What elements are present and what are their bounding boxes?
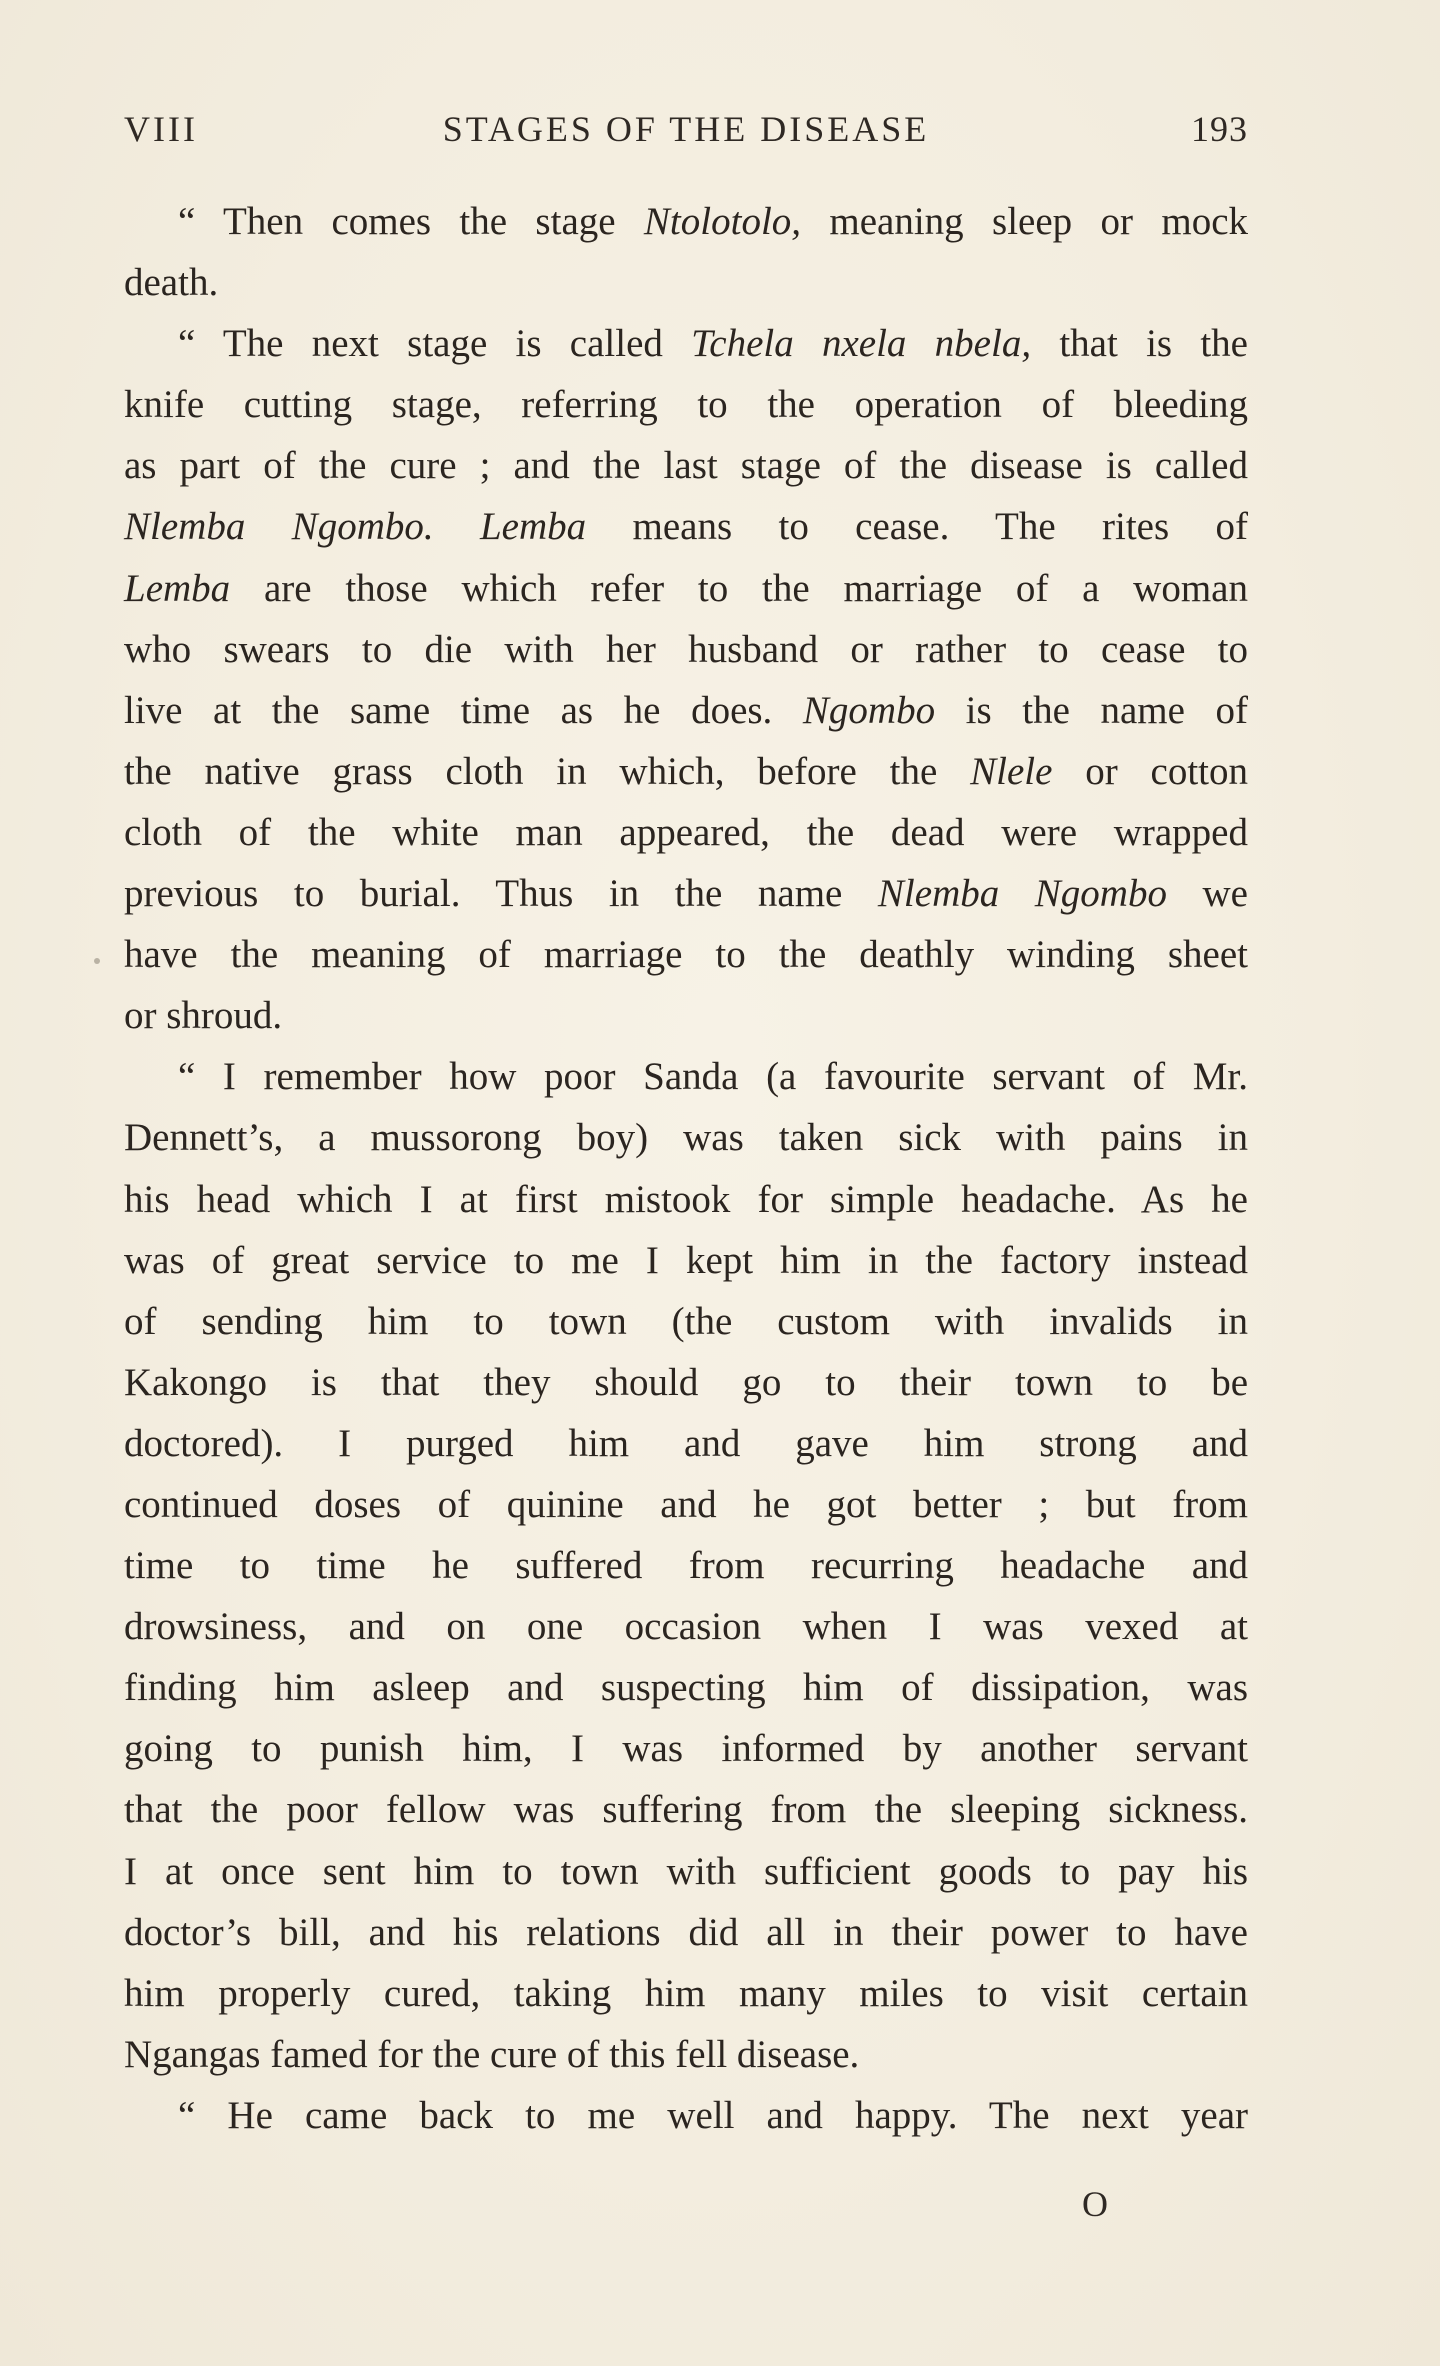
text-line (124, 1230, 1248, 1291)
text-line (124, 802, 1248, 863)
text-run: him properly cured, taking him many miles to visit certain (124, 1971, 1248, 2015)
text-line (124, 1841, 1248, 1902)
italic-term: Nlele (970, 749, 1053, 793)
text-run: or shroud. (124, 994, 283, 1038)
text-run: means to cease. The rites of (586, 505, 1248, 549)
text-run: that is the (1031, 322, 1248, 366)
italic-term: Nlemba Ngombo (877, 872, 1167, 916)
text-line (124, 313, 1248, 374)
text-line (124, 863, 1248, 924)
text-run: or cotton (1052, 749, 1248, 793)
italic-term: Lemba (479, 505, 587, 549)
text-run: finding him asleep and suspecting him of dissipation, was (124, 1666, 1248, 1710)
text-run: time to time he suffered from recurring headache and (124, 1544, 1248, 1588)
running-title: STAGES OF THE DISEASE (442, 109, 930, 149)
text-run: going to punish him, I was informed by another servant (124, 1727, 1248, 1771)
text-line (124, 2085, 1248, 2146)
text-run: previous to burial. Thus in the name (124, 872, 878, 916)
signature-mark: O (1082, 2184, 1108, 2224)
text-line (124, 435, 1248, 496)
text-line (124, 985, 1248, 1046)
text-line (124, 619, 1248, 680)
text-run: drowsiness, and on one occasion when I was vexed at (124, 1605, 1248, 1649)
text-run: meaning sleep or mock (801, 200, 1248, 243)
text-run: his head which I at first mistook for simple headache. As he (124, 1177, 1248, 1221)
text-run: live at the same time as he does. (124, 688, 803, 732)
italic-term: Ngombo (802, 688, 936, 732)
text-run: was of great service to me I kept him in the factory instead (124, 1238, 1248, 1282)
text-run: of sending him to town (the custom with invalids in (124, 1299, 1248, 1343)
text-line (124, 1535, 1248, 1596)
text-run (434, 505, 480, 548)
text-run: as part of the cure ; and the last stage of the disease is called (124, 444, 1248, 488)
text-line (124, 1657, 1248, 1718)
italic-term: Lemba (124, 566, 231, 610)
text-line (124, 191, 1248, 252)
text-run: “ He came back to me well and happy. The next year (178, 2093, 1248, 2137)
text-line (124, 924, 1248, 985)
text-run: we (1166, 872, 1248, 916)
text-run: doctor’s bill, and his relations did all in their power to have (124, 1910, 1248, 1954)
text-run: “ Then comes the stage (178, 200, 644, 243)
text-line (124, 680, 1248, 741)
text-line (124, 374, 1248, 435)
text-run: cloth of the white man appeared, the dead were wrapped (124, 810, 1248, 854)
text-run: continued doses of quinine and he got better ; but from (124, 1482, 1248, 1526)
italic-term: Ntolotolo, (643, 200, 802, 243)
text-line (124, 1902, 1248, 1963)
text-run: “ I remember how poor Sanda (a favourite servant of Mr. (178, 1055, 1248, 1099)
text-run: are those which refer to the marriage of a woman (230, 566, 1248, 610)
text-run: doctored). I purged him and gave him strong and (124, 1421, 1248, 1465)
text-line (124, 1963, 1248, 2024)
text-run: Kakongo is that they should go to their town to be (124, 1360, 1248, 1404)
text-line (124, 1107, 1248, 1168)
text-run: the native grass cloth in which, before the (124, 749, 971, 793)
text-line (124, 1779, 1248, 1840)
text-line (124, 1718, 1248, 1779)
text-line (124, 1413, 1248, 1474)
italic-term: Tchela nxela nbela, (691, 322, 1032, 366)
text-run: Dennett’s, a mussorong boy) was taken sick with pains in (124, 1116, 1248, 1160)
text-line (124, 741, 1248, 802)
text-line (124, 1474, 1248, 1535)
text-run: knife cutting stage, referring to the operation of bleeding (124, 383, 1248, 427)
text-run: is the name of (935, 688, 1248, 732)
text-run: have the meaning of marriage to the deathly winding sheet (124, 933, 1248, 977)
running-head (124, 108, 1248, 160)
text-line (124, 1169, 1248, 1230)
text-line (124, 1046, 1248, 1107)
body-text (124, 191, 1248, 2146)
text-line (124, 252, 1248, 313)
page-number: 193 (1191, 109, 1248, 149)
text-run: who swears to die with her husband or rather to cease to (124, 627, 1248, 671)
text-run: that the poor fellow was suffering from the sleeping sickness. (124, 1788, 1248, 1832)
text-line (124, 1291, 1248, 1352)
text-line (124, 2024, 1248, 2085)
margin-mark (94, 958, 100, 964)
text-line (124, 1352, 1248, 1413)
text-run: Ngangas famed for the cure of this fell disease. (124, 2032, 860, 2076)
text-run: “ The next stage is called (178, 322, 692, 366)
text-run: death. (124, 261, 219, 305)
text-run: I at once sent him to town with sufficient goods to pay his (124, 1849, 1248, 1893)
text-line (124, 558, 1248, 619)
text-line (124, 496, 1248, 557)
italic-term: Nlemba Ngombo. (124, 505, 434, 549)
text-line (124, 1596, 1248, 1657)
chapter-number: VIII (124, 109, 198, 149)
